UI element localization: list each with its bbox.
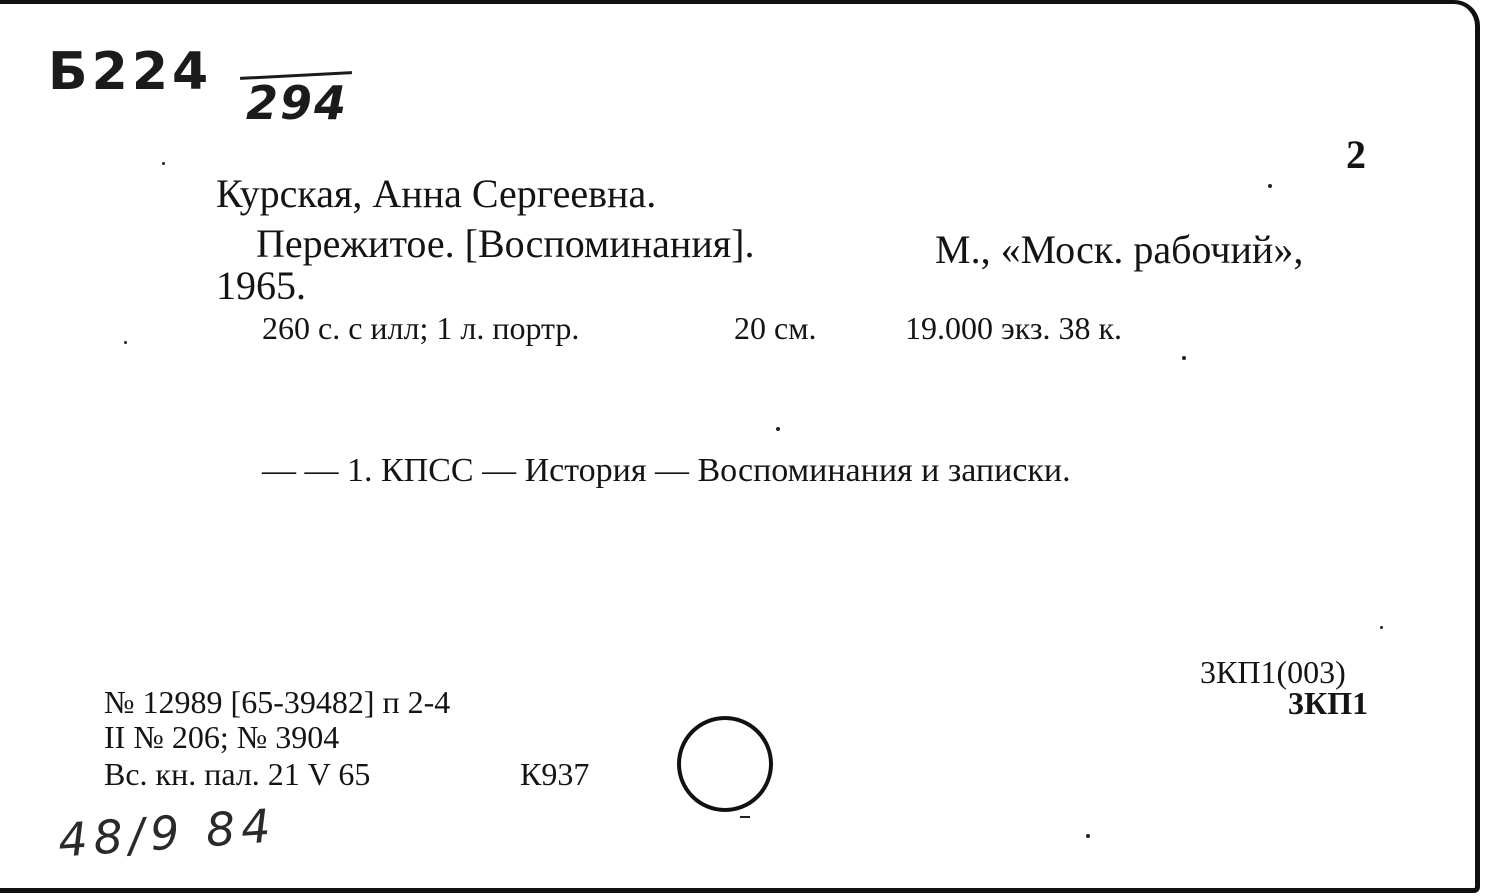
call-number-bottom: 294 [246, 76, 349, 130]
publisher: М., «Моск. рабочий», [935, 227, 1304, 272]
classification-code-1: 3КП1(003) [1200, 654, 1346, 690]
punch-hole-circle [677, 716, 773, 812]
speck [776, 427, 780, 431]
record-code: К937 [520, 756, 590, 792]
book-size: 20 см. [734, 310, 817, 346]
title-statement: Пережитое. [Воспоминания]. [256, 221, 755, 266]
speck [162, 162, 165, 165]
publication-year: 1965. [216, 263, 306, 308]
classification-code-2: 3КП1 [1288, 685, 1369, 721]
collation: 260 с. с илл; 1 л. портр. [262, 310, 580, 346]
author-heading: Курская, Анна Сергеевна. [216, 171, 657, 216]
handwritten-note: 48/9 84 [56, 798, 279, 868]
subject-heading: — — 1. КПСС — История — Воспоминания и записки. [262, 452, 1071, 489]
speck [1268, 184, 1272, 188]
speck [1086, 834, 1090, 838]
record-line-3: Вс. кн. пал. 21 V 65 [104, 756, 371, 792]
speck [1380, 626, 1383, 629]
record-line-1: № 12989 [65-39482] п 2-4 [104, 684, 451, 720]
call-number-top: Б224 [48, 42, 213, 102]
speck [740, 816, 750, 818]
speck [1182, 356, 1186, 360]
print-run-price: 19.000 экз. 38 к. [905, 310, 1123, 346]
speck [124, 341, 127, 344]
card-number: 2 [1346, 132, 1366, 177]
record-line-2: II № 206; № 3904 [104, 719, 340, 755]
